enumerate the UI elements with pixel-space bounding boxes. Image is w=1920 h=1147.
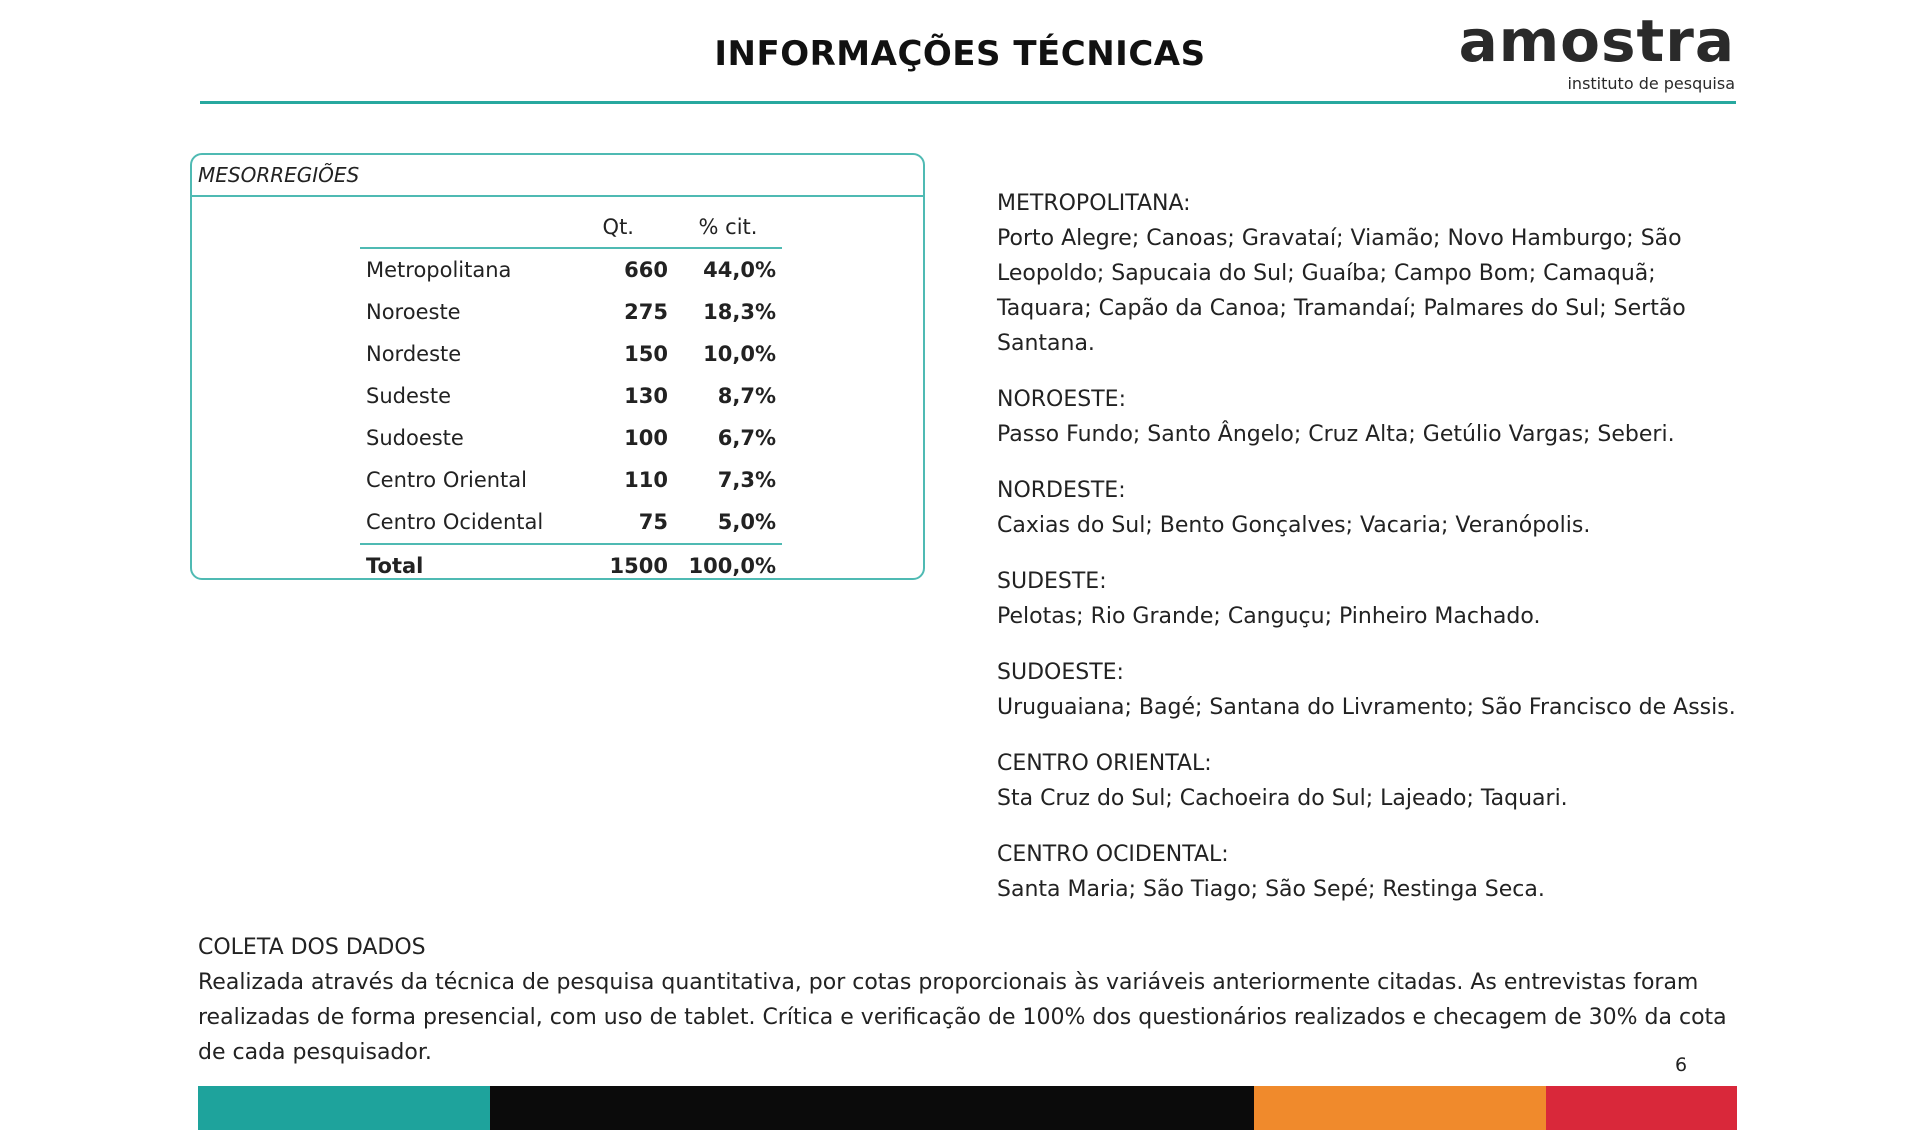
row-pct: 44,0% [703, 258, 776, 282]
amostra-logo [1458, 7, 1735, 96]
footer-segment-black [490, 1086, 1254, 1130]
table-row [360, 375, 782, 417]
row-qt: 75 [638, 510, 668, 534]
row-qt: 150 [624, 342, 668, 366]
logo-text: amostra [1458, 7, 1735, 75]
row-qt: 100 [624, 426, 668, 450]
mesorregioes-panel [190, 153, 925, 580]
region-name: NORDESTE: [997, 478, 1126, 503]
region-sudeste [997, 565, 1737, 634]
region-name: NOROESTE: [997, 387, 1126, 412]
region-cities: Caxias do Sul; Bento Gonçalves; Vacaria; Veranópolis. [997, 513, 1591, 538]
row-qt: 130 [624, 384, 668, 408]
mesorregioes-table [360, 207, 782, 587]
total-qt: 1500 [609, 554, 668, 578]
row-pct: 7,3% [717, 468, 776, 492]
row-name: Metropolitana [366, 258, 512, 282]
row-name: Centro Ocidental [366, 510, 544, 534]
regions-list [997, 187, 1737, 929]
region-cities: Uruguaiana; Bagé; Santana do Livramento; São Francisco de Assis. [997, 695, 1736, 720]
region-nordeste [997, 474, 1737, 543]
header-divider [200, 101, 1736, 104]
total-name: Total [366, 554, 424, 578]
mesorregioes-title-divider [192, 195, 923, 197]
table-row [360, 501, 782, 544]
header-qt: Qt. [602, 215, 634, 239]
region-name: SUDESTE: [997, 569, 1107, 594]
table-row [360, 333, 782, 375]
row-name: Nordeste [366, 342, 462, 366]
row-name: Centro Oriental [366, 468, 527, 492]
row-pct: 18,3% [703, 300, 776, 324]
table-row [360, 248, 782, 291]
table-row [360, 459, 782, 501]
coleta-text: Realizada através da técnica de pesquisa quantitativa, por cotas proporcionais às variáveis anteriormente citadas. As entrevistas foram realizadas de forma presencial, com uso de tablet. Crítica e verificação de 100% dos questionários realizados e checagem de 30% da cota de cada pesquisador. [198, 970, 1727, 1065]
row-name: Sudeste [366, 384, 451, 408]
footer-color-bar [198, 1086, 1737, 1130]
footer-segment-orange [1254, 1086, 1546, 1130]
table-header-row [360, 207, 782, 248]
table-row [360, 417, 782, 459]
mesorregioes-title: MESORREGIÕES [198, 163, 360, 187]
region-centro-oriental [997, 747, 1737, 816]
row-pct: 10,0% [703, 342, 776, 366]
region-metropolitana [997, 187, 1737, 361]
region-name: CENTRO ORIENTAL: [997, 751, 1212, 776]
row-qt: 660 [624, 258, 668, 282]
coleta-title: COLETA DOS DADOS [198, 935, 426, 960]
row-name: Noroeste [366, 300, 461, 324]
region-sudoeste [997, 656, 1737, 725]
page-title: INFORMAÇÕES TÉCNICAS [714, 34, 1206, 74]
row-pct: 8,7% [717, 384, 776, 408]
region-name: METROPOLITANA: [997, 191, 1191, 216]
region-centro-ocidental [997, 838, 1737, 907]
region-name: SUDOESTE: [997, 660, 1124, 685]
logo-subtitle: instituto de pesquisa [1567, 74, 1735, 93]
table-row [360, 291, 782, 333]
table-total-row [360, 544, 782, 587]
region-cities: Passo Fundo; Santo Ângelo; Cruz Alta; Getúlio Vargas; Seberi. [997, 422, 1675, 447]
region-cities: Porto Alegre; Canoas; Gravataí; Viamão; Novo Hamburgo; São Leopoldo; Sapucaia do Sul; Guaíba; Campo Bom; Camaquã; Taquara; Capão da Canoa; Tramandaí; Palmares do Sul; Sertão Santana. [997, 226, 1686, 356]
row-qt: 110 [624, 468, 668, 492]
footer-segment-red [1546, 1086, 1737, 1130]
region-cities: Santa Maria; São Tiago; São Sepé; Restinga Seca. [997, 877, 1545, 902]
total-pct: 100,0% [688, 554, 776, 578]
region-noroeste [997, 383, 1737, 452]
row-pct: 5,0% [717, 510, 776, 534]
coleta-section [198, 930, 1738, 1070]
region-cities: Sta Cruz do Sul; Cachoeira do Sul; Lajeado; Taquari. [997, 786, 1568, 811]
row-pct: 6,7% [717, 426, 776, 450]
header-name [360, 207, 582, 248]
region-cities: Pelotas; Rio Grande; Canguçu; Pinheiro Machado. [997, 604, 1541, 629]
row-name: Sudoeste [366, 426, 464, 450]
footer-segment-teal [198, 1086, 490, 1130]
row-qt: 275 [624, 300, 668, 324]
region-name: CENTRO OCIDENTAL: [997, 842, 1229, 867]
page-number: 6 [1675, 1054, 1688, 1076]
header-pct: % cit. [698, 215, 758, 239]
